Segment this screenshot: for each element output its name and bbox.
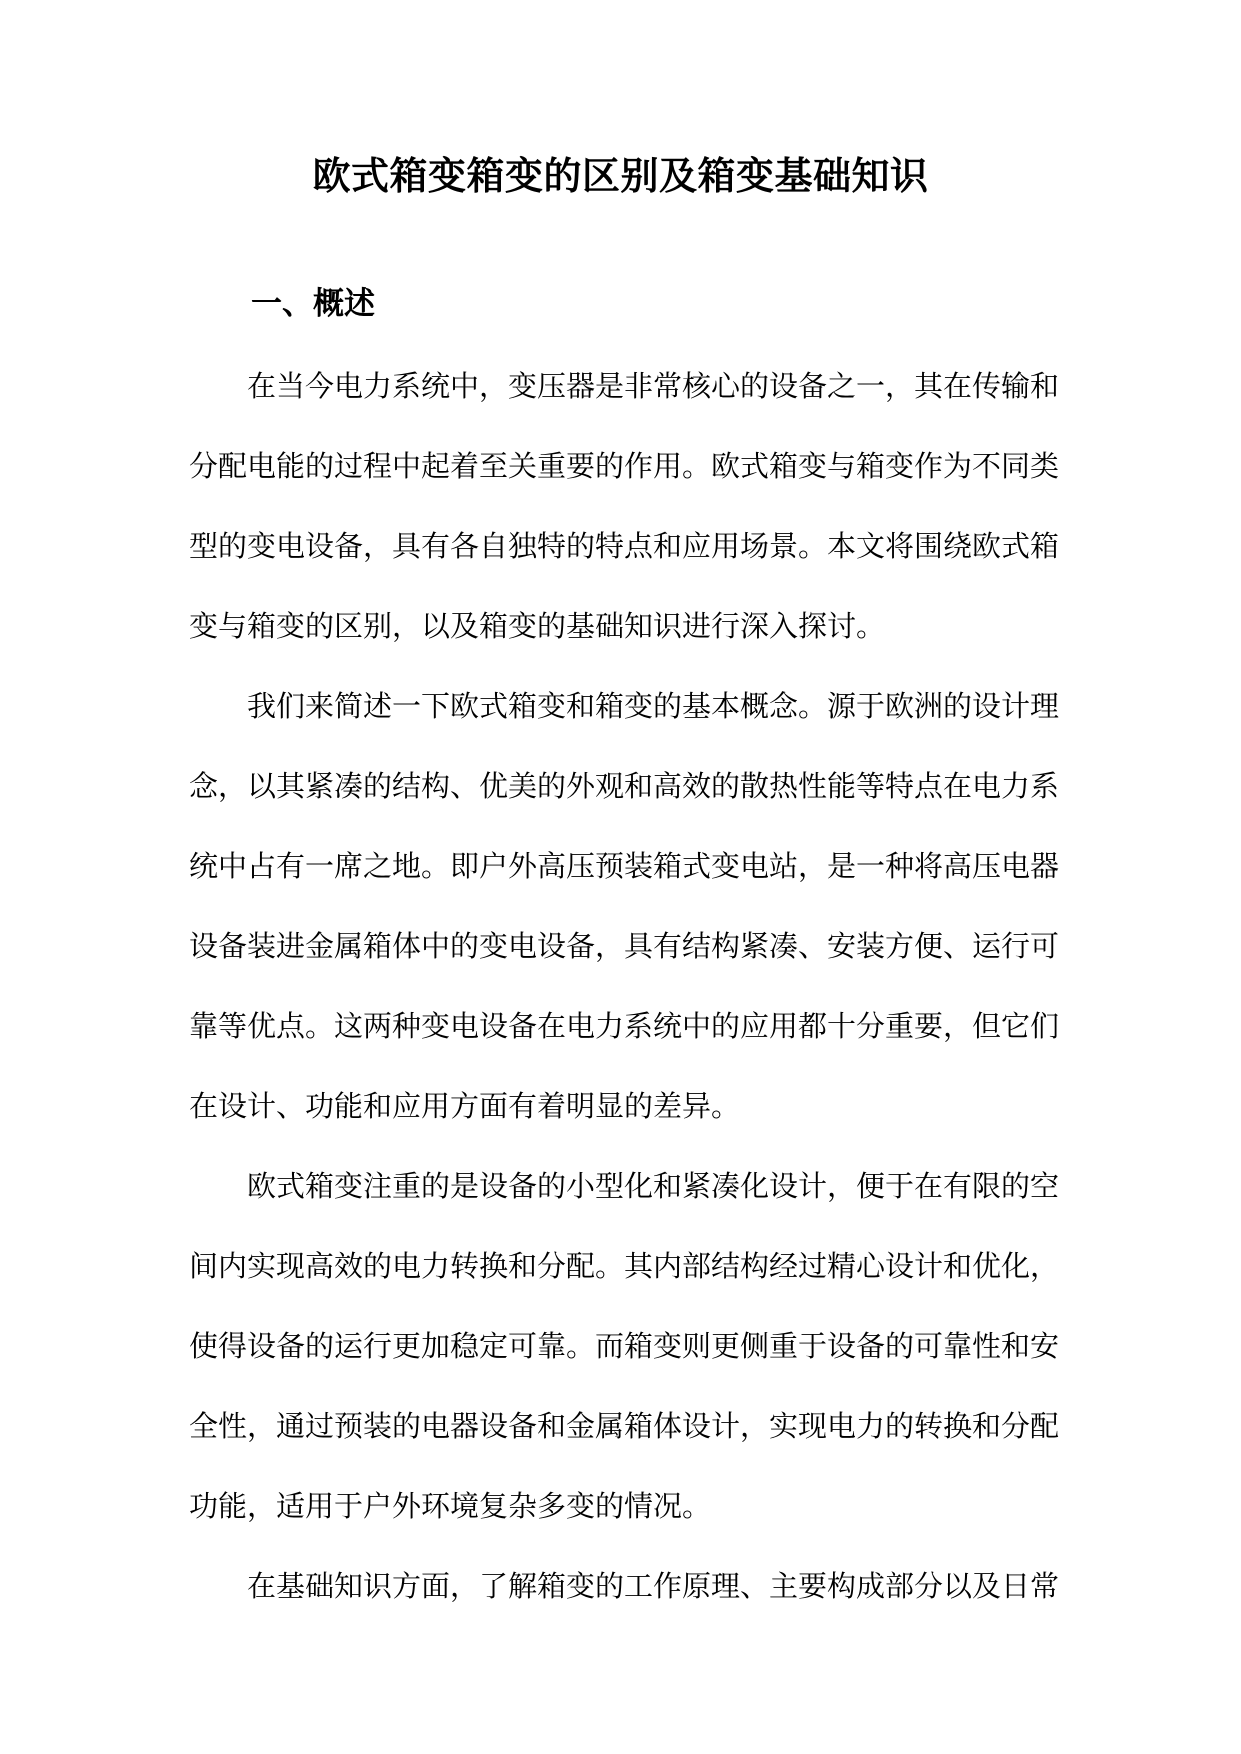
paragraph-line: 在基础知识方面，了解箱变的工作原理、主要构成部分以及日常 bbox=[247, 1569, 1060, 1603]
paragraph-line: 分配电能的过程中起着至关重要的作用。欧式箱变与箱变作为不同类 bbox=[189, 449, 1060, 483]
paragraph-line: 我们来简述一下欧式箱变和箱变的基本概念。源于欧洲的设计理 bbox=[247, 689, 1060, 723]
paragraph-line: 念，以其紧凑的结构、优美的外观和高效的散热性能等特点在电力系 bbox=[189, 769, 1060, 803]
paragraph bbox=[189, 684, 1059, 1164]
document-body bbox=[189, 364, 1059, 1644]
paragraph-line: 全性，通过预装的电器设备和金属箱体设计，实现电力的转换和分配 bbox=[189, 1409, 1060, 1443]
paragraph-line: 靠等优点。这两种变电设备在电力系统中的应用都十分重要，但它们 bbox=[189, 1009, 1060, 1043]
paragraph-line: 在当今电力系统中，变压器是非常核心的设备之一，其在传输和 bbox=[247, 369, 1060, 403]
paragraph bbox=[189, 1164, 1059, 1564]
paragraph-line: 使得设备的运行更加稳定可靠。而箱变则更侧重于设备的可靠性和安 bbox=[189, 1329, 1060, 1363]
paragraph-line: 设备装进金属箱体中的变电设备，具有结构紧凑、安装方便、运行可 bbox=[189, 929, 1060, 963]
paragraph bbox=[189, 364, 1059, 684]
paragraph-line: 型的变电设备，具有各自独特的特点和应用场景。本文将围绕欧式箱 bbox=[189, 529, 1060, 563]
paragraph-line: 欧式箱变注重的是设备的小型化和紧凑化设计，便于在有限的空 bbox=[247, 1169, 1060, 1203]
paragraph-line: 变与箱变的区别，以及箱变的基础知识进行深入探讨。 bbox=[189, 609, 886, 643]
paragraph-line: 间内实现高效的电力转换和分配。其内部结构经过精心设计和优化， bbox=[189, 1249, 1060, 1283]
section-heading-overview: 一、概述 bbox=[251, 286, 375, 322]
paragraph-line: 在设计、功能和应用方面有着明显的差异。 bbox=[189, 1089, 741, 1123]
paragraph-line: 统中占有一席之地。即户外高压预装箱式变电站，是一种将高压电器 bbox=[189, 849, 1060, 883]
paragraph bbox=[189, 1564, 1059, 1644]
document-title: 欧式箱变箱变的区别及箱变基础知识 bbox=[312, 153, 929, 198]
paragraph-line: 功能，适用于户外环境复杂多变的情况。 bbox=[189, 1489, 712, 1523]
